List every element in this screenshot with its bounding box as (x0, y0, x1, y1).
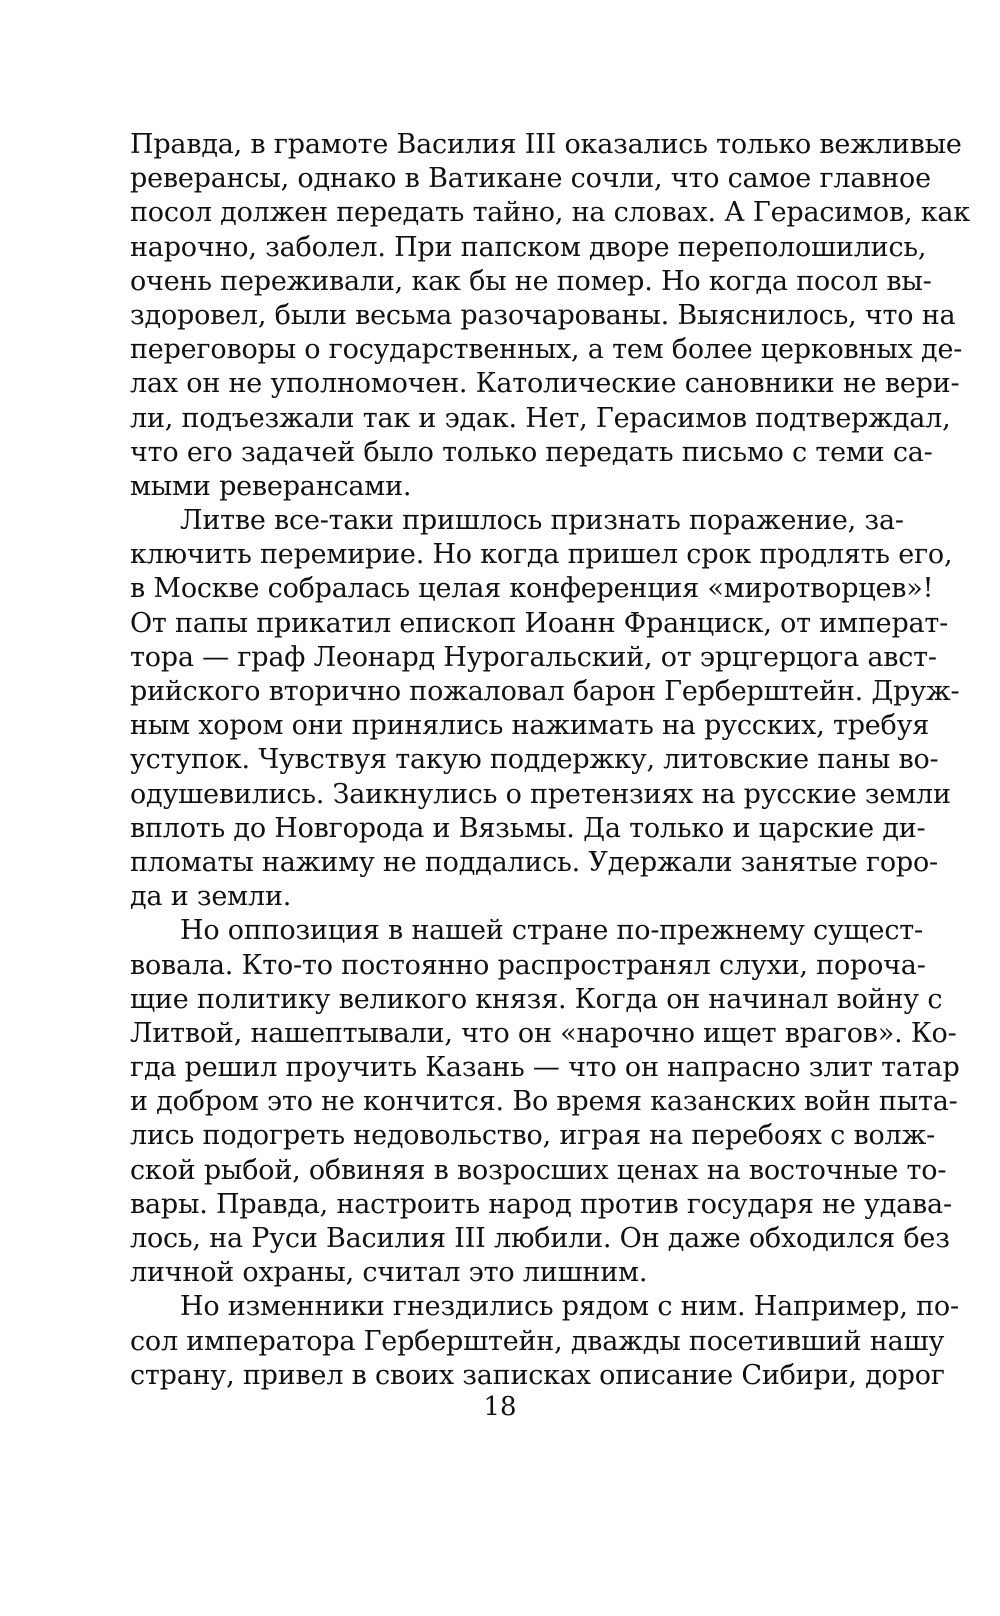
text-line: вплоть до Новгорода и Вязьмы. Да только и царские ди- (130, 812, 926, 844)
text-line: лах он не уполномочен. Католические сановники не вери- (130, 368, 960, 400)
text-line: нарочно, заболел. При папском дворе переполошились, (130, 231, 927, 263)
text-line: пломаты нажиму не поддались. Удержали занятые горо- (130, 846, 938, 878)
text-line: Литвой, нашептывали, что он «нарочно ищет врагов». Ко- (130, 1017, 957, 1049)
text-line: вовала. Кто-то постоянно распространял слухи, пороча- (130, 949, 926, 981)
paragraph (130, 914, 960, 1290)
text-line: лись подогреть недовольство, играя на перебоях с волж- (130, 1120, 936, 1152)
text-line: ным хором они принялись нажимать на русских, требуя (130, 710, 930, 742)
text-line: страну, привел в своих записках описание Сибири, дорог (130, 1359, 945, 1391)
page-number: 18 (483, 1392, 517, 1422)
text-line: ли, подъезжали так и эдак. Нет, Герасимов подтверждал, (130, 402, 951, 434)
text-line: ключить перемирие. Но когда пришел срок продлять его, (130, 539, 953, 571)
text-line: мыми реверансами. (130, 470, 412, 502)
text-line: здоровел, были весьма разочарованы. Выяснилось, что на (130, 299, 956, 331)
text-line: личной охраны, считал это лишним. (130, 1257, 648, 1289)
text-line: в Москве собралась целая конференция «миротворцев»! (130, 573, 934, 605)
text-line: ской рыбой, обвиняя в возросших ценах на восточные то- (130, 1154, 947, 1186)
text-line: щие политику великого князя. Когда он начинал войну с (130, 983, 943, 1015)
text-line: одушевились. Заикнулись о претензиях на русские земли (130, 778, 951, 810)
text-line: От папы прикатил епископ Иоанн Франциск, от императ- (130, 607, 949, 639)
text-line: да и земли. (130, 881, 292, 913)
paragraph (130, 1290, 959, 1393)
body-text (130, 128, 970, 1393)
text-line: переговоры о государственных, а тем более церковных де- (130, 334, 963, 366)
paragraph (130, 504, 960, 914)
text-line: Правда, в грамоте Василия III оказались только вежливые (130, 129, 962, 160)
text-line: рийского вторично пожаловал барон Герберштейн. Друж- (130, 676, 960, 707)
text-line: тора — граф Леонард Нурогальский, от эрцгерцога авст- (130, 641, 937, 673)
text-line: лось, на Руси Василия III любили. Он даже обходился без (130, 1223, 950, 1254)
text-line: сол императора Герберштейн, дважды посетивший нашу (130, 1325, 945, 1357)
text-line: уступок. Чувствуя такую поддержку, литовские паны во- (130, 744, 939, 776)
text-line: реверансы, однако в Ватикане сочли, что самое главное (130, 163, 931, 195)
text-line: посол должен передать тайно, на словах. А Герасимов, как (130, 197, 970, 229)
text-line: гда решил проучить Казань — что он напрасно злит татар (130, 1052, 960, 1084)
text-line: Литве все-таки пришлось признать поражение, за- (180, 505, 904, 537)
text-line: Но изменники гнездились рядом с ним. Например, по- (180, 1291, 959, 1323)
text-line: что его задачей было только передать письмо с теми са- (130, 436, 933, 468)
text-line: и добром это не кончится. Во время казанских войн пыта- (130, 1086, 958, 1118)
paragraph (130, 128, 970, 504)
text-line: очень переживали, как бы не помер. Но когда посол вы- (130, 265, 932, 297)
text-line: вары. Правда, настроить народ против государя не удава- (130, 1188, 952, 1220)
text-line: Но оппозиция в нашей стране по-прежнему сущест- (180, 915, 923, 947)
